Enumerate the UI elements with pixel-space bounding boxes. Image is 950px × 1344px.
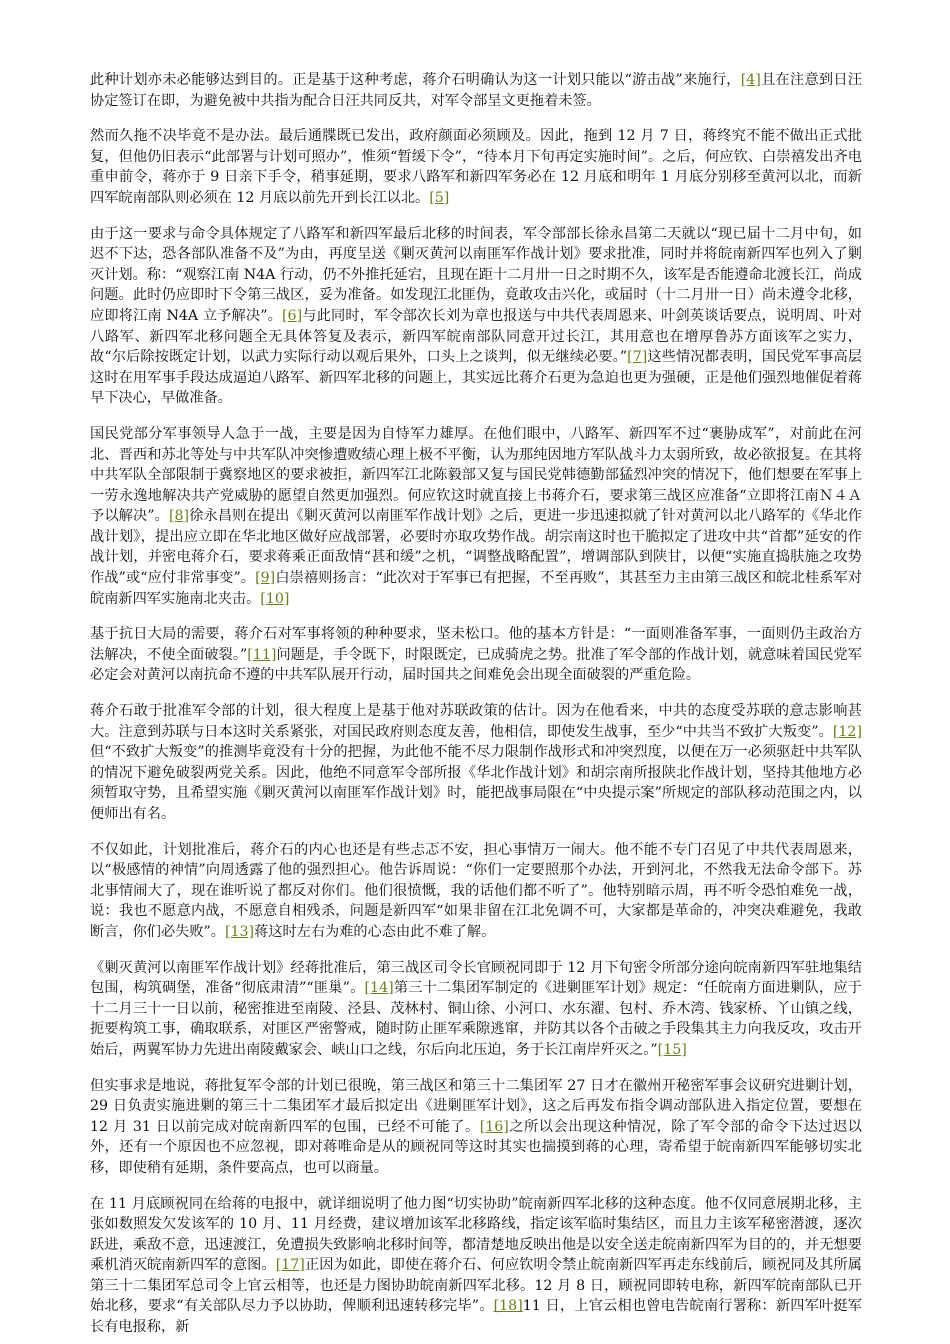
footnote-ref-link[interactable]: [15] xyxy=(657,1041,687,1058)
paragraph-text: 然而久拖不决毕竟不是办法。最后通牒既已发出，政府颜面必须顾及。因此，拖到 12 月 7 日，蒋终究不能不做出正式批复，但他仍旧表示“此部署与计划可照办”，惟须“暂缓下令”，“待本月下旬再定实施时间”。之后，何应钦、白崇禧发出齐电重申前令，蒋亦于 9 日亲下手令，稍事延期，要求八路军和新四军务必在 12 月底和明年 1 月底分别移至黄河以北，而新四军皖南部队则必须在 12 月底以前先开到长江以北。 xyxy=(90,128,862,206)
footnote-ref-link[interactable]: [12] xyxy=(832,723,862,740)
footnote-ref-link[interactable]: [11] xyxy=(247,646,277,663)
footnote-ref-link[interactable]: [9] xyxy=(255,570,276,587)
footnote-ref-link[interactable]: [7] xyxy=(627,349,648,366)
paragraph-text: 基于抗日大局的需要，蒋介石对军事将领的种种要求，坚未松口。他的基本方针是：“一面则准备军事，一面则仍主政治方法解决，不使全面破裂。” xyxy=(90,626,862,663)
paragraph-text: 正因为如此，即使在蒋介石、何应钦明令禁止皖南新四军再走东线前后，顾祝同及其所属第三十二集团军总司令上官云相等，也还是力图协助皖南新四军北移。12 月 8 日，顾祝同即转电称，新四军皖南部队已开始北移，要求“有关部队尽力予以协助，俾顺利迅速转移完毕”。 xyxy=(90,1257,862,1315)
paragraph-text: 在 11 月底顾祝同在给蒋的电报中，就详细说明了他力图“切实协助”皖南新四军北移的这种态度。他不仅同意展期北移，主张如数照发欠发该军的 10 月、11 月经费，建议增加该军北移路线，指定该军临时集结区，而且力主该军秘密潜渡，逐次跃进，乘敌不意，迅速渡江，免遭损失致影响北移时间等，都清楚地反映出他是以安全送走皖南新四军为目的的，并无想要乘机消灭皖南新四军的意图。 xyxy=(90,1195,862,1274)
body-paragraph xyxy=(90,958,862,1061)
body-paragraph xyxy=(90,840,862,943)
paragraph-text: 但实事求是地说，蒋批复军令部的计划已很晚，第三战区和第三十二集团军 27 日才在徽州开秘密军事会议研究进剿计划，29 日负责实施进剿的第三十二集团军才最后拟定出《进剿匪军计划》，这之后再发布指令调动部队进入指定位置，要想在 12 月 31 日以前完成对皖南新四军的包围，已经不可能了。 xyxy=(90,1077,862,1135)
footnote-ref-link[interactable]: [17] xyxy=(275,1257,305,1274)
body-paragraph xyxy=(90,70,862,111)
paragraph-text: 蒋这时左右为难的心态由此不难了解。 xyxy=(254,923,496,940)
paragraph-text: 问题是，手令既下，时限既定，已成骑虎之势。批准了军令部的作战计划，就意味着国民党军必定会对黄河以南抗命不遵的中共军队展开行动，届时国共之间难免会出现全面破裂的严重危险。 xyxy=(90,646,862,684)
paragraph-text: 与此同时，军令部次长刘为章也报送与中共代表周恩来、叶剑英谈话要点，说明周、叶对八路军、新四军北移问题全无具体答复及表示，新四军皖南部队同意开过长江，其用意也在增厚鲁苏方面该军之实力，故“尔后除按既定计划，以武力实际行动以观后果外，口头上之谈判，似无继续必要。” xyxy=(90,307,862,366)
footnote-ref-link[interactable]: [14] xyxy=(364,980,394,997)
footnote-ref-link[interactable]: [13] xyxy=(224,923,255,940)
body-paragraph xyxy=(90,224,862,409)
footnote-ref-link[interactable]: [6] xyxy=(282,307,303,324)
paragraph-text: 之所以会出现这种情况，除了军令部的命令下达过迟以外，还有一个原因也不应忽视，即对蒋唯命是从的顾祝同等这时其实也揣摸到蒋的心理，寄希望于皖南新四军能够切实北移，即使稍有延期，条件要高点，也可以商量。 xyxy=(90,1118,862,1176)
paragraph-text: 白崇禧则扬言：“此次对于军事已有把握，不至再败”，其甚至力主由第三战区和皖北桂系军对皖南新四军实施南北夹击。 xyxy=(90,570,862,607)
paragraph-text: 第三十二集团军制定的《进剿匪军计划》规定：“任皖南方面进剿队，应于十二月三十一日以前，秘密推进至南陵、泾县、茂林村、铜山徐、小河口、水东濯、包村、乔木湾、钱家桥、丫山镇之线，扼要构筑工事，确取联系，对匪区严密警戒，随时防止匪军乘隙逃窜，并防其以各个击破之手段集其主力向我反攻，攻击开始后，两翼军协力先进出南陵戴家会、峡山口之线，尔后向北压迫，务于长江南岸歼灭之。” xyxy=(90,980,862,1058)
body-paragraph xyxy=(90,1076,862,1179)
paragraph-text: 由于这一要求与命令具体规定了八路军和新四军最后北移的时间表，军令部部长徐永昌第二天就以“现已届十二月中旬，如迟不下达，恐各部队准备不及”为由，再度呈送《剿灭黄河以南匪军作战计划》要求批准，同时并将皖南新四军也列入了剿灭计划。称：“观察江南 N4A 行动，仍不外推托延宕，且现在距十二月卅一日之时期不久，该军是否能遵命北渡长江，尚成问题。此时仍应即时下令第三战区，妥为准备。如发现江北匪伪，竟敢攻击兴化，或届时（十二月卅一日）尚未遵令北移，应即将江南 N4A 立予解决”。 xyxy=(90,225,862,324)
paragraph-text: 此种计划亦未必能够达到目的。正是基于这种考虑，蒋介石明确认为这一计划只能以“游击战”来施行， xyxy=(90,72,741,88)
footnote-ref-link[interactable]: [4] xyxy=(740,72,761,88)
body-paragraph xyxy=(90,624,862,686)
footnote-ref-link[interactable]: [18] xyxy=(493,1298,523,1315)
paragraph-text: 徐永昌则在提出《剿灭黄河以南匪军作战计划》之后，更进一步迅速拟就了针对黄河以北八路军的《华北作战计划》，提出应立即在华北地区做好应战部署，必要时亦取攻势作战。胡宗南这时也干脆拟定了进攻中共“首都”延安的作战计划，并密电蒋介石，要求蒋乘正面敌情“甚和缓”之机，“调整战略配置”，增调部队到陕甘，以便“实施直捣肤施之攻势作战”或“应付非常事变”。 xyxy=(90,508,862,587)
paragraph-text: 这些情况都表明，国民党军事高层这时在用军事手段达成逼迫八路军、新四军北移的问题上，其实远比蒋介石更为急迫也更为强硬，正是他们强烈地催促着蒋早下决心，早做准备。 xyxy=(90,349,862,407)
body-paragraph xyxy=(90,1194,862,1338)
footnote-ref-link[interactable]: [16] xyxy=(479,1118,509,1135)
paragraph-text: 不仅如此，计划批准后，蒋介石的内心也还是有些忐忑不安，担心事情万一闹大。他不能不专门召见了中共代表周恩来，以“极感情的神情”向周透露了他的强烈担心。他告诉周说：“你们一定要照那个办法，开到河北，不然我无法命令部下。苏北事情闹大了，现在谁听说了都反对你们。他们很愤慨，我的话他们都不听了”。他特别暗示周，再不听令恐怕难免一战，说：我也不愿意内战，不愿意自相残杀，问题是新四军“如果非留在江北免调不可，大家都是革命的，冲突决难避免，我敢断言，你们必失败”。 xyxy=(90,841,862,940)
paragraph-text: 且在注意到日汪协定签订在即，为避免被中共指为配合日汪共同反共，对军令部呈文更拖着未签。 xyxy=(90,72,862,109)
paragraph-text: 11 日，上官云相也曾电告皖南行署称：新四军叶挺军长有电报称，新 xyxy=(90,1298,862,1336)
body-paragraph xyxy=(90,126,862,208)
paragraph-text: 但“不致扩大叛变”的推测毕竟没有十分的把握，为此他不能不尽力限制作战形式和冲突烈度，以便在万一必须驱赶中共军队的情况下避免破裂两党关系。因此，他绝不同意军令部所报《华北作战计划》和胡宗南所报陕北作战计划，坚持其他地方必须暂取守势，且希望实施《剿灭黄河以南匪军作战计划》时，能把战事局限在“中央提示案”所规定的部队移动范围之内，以便师出有名。 xyxy=(90,744,862,822)
paragraph-text: 国民党部分军事领导人急于一战，主要是因为自恃军力雄厚。在他们眼中，八路军、新四军不过“裹胁成军”，对前此在河北、晋西和苏北等处与中共军队冲突惨遭败绩心理上极不平衡，认为那纯因地方军队战斗力太弱所致，故必欲报复。在其将中共军队全部限制于冀察地区的要求被拒，新四军江北陈毅部又复与国民党韩德勤部猛烈冲突的情况下，他们想要在军事上一劳永逸地解决共产党威胁的愿望自然更加强烈。何应钦这时就直接上书蒋介石，要求第三战区应准备“立即将江南Ｎ４Ａ予以解决”。 xyxy=(90,425,862,525)
body-paragraph xyxy=(90,701,862,825)
paragraph-text: 《剿灭黄河以南匪军作战计划》经蒋批准后，第三战区司令长官顾祝同即于 12 月下旬密令所部分途向皖南新四军驻地集结包围，构筑碉堡，准备“彻底肃清”“匪巢”。 xyxy=(90,959,862,997)
footnote-ref-link[interactable]: [8] xyxy=(168,508,190,525)
paragraph-text: 蒋介石敢于批准军令部的计划，很大程度上是基于他对苏联政策的估计。因为在他看来，中共的态度受苏联的意志影响甚大。注意到苏联与日本这时关系紧张，对国民政府则态度友善，他相信，即使发生战事，至少“中共当不致扩大叛变”。 xyxy=(90,703,862,740)
body-paragraph xyxy=(90,424,862,609)
footnote-ref-link[interactable]: [5] xyxy=(429,189,450,206)
footnote-ref-link[interactable]: [10] xyxy=(260,590,290,607)
